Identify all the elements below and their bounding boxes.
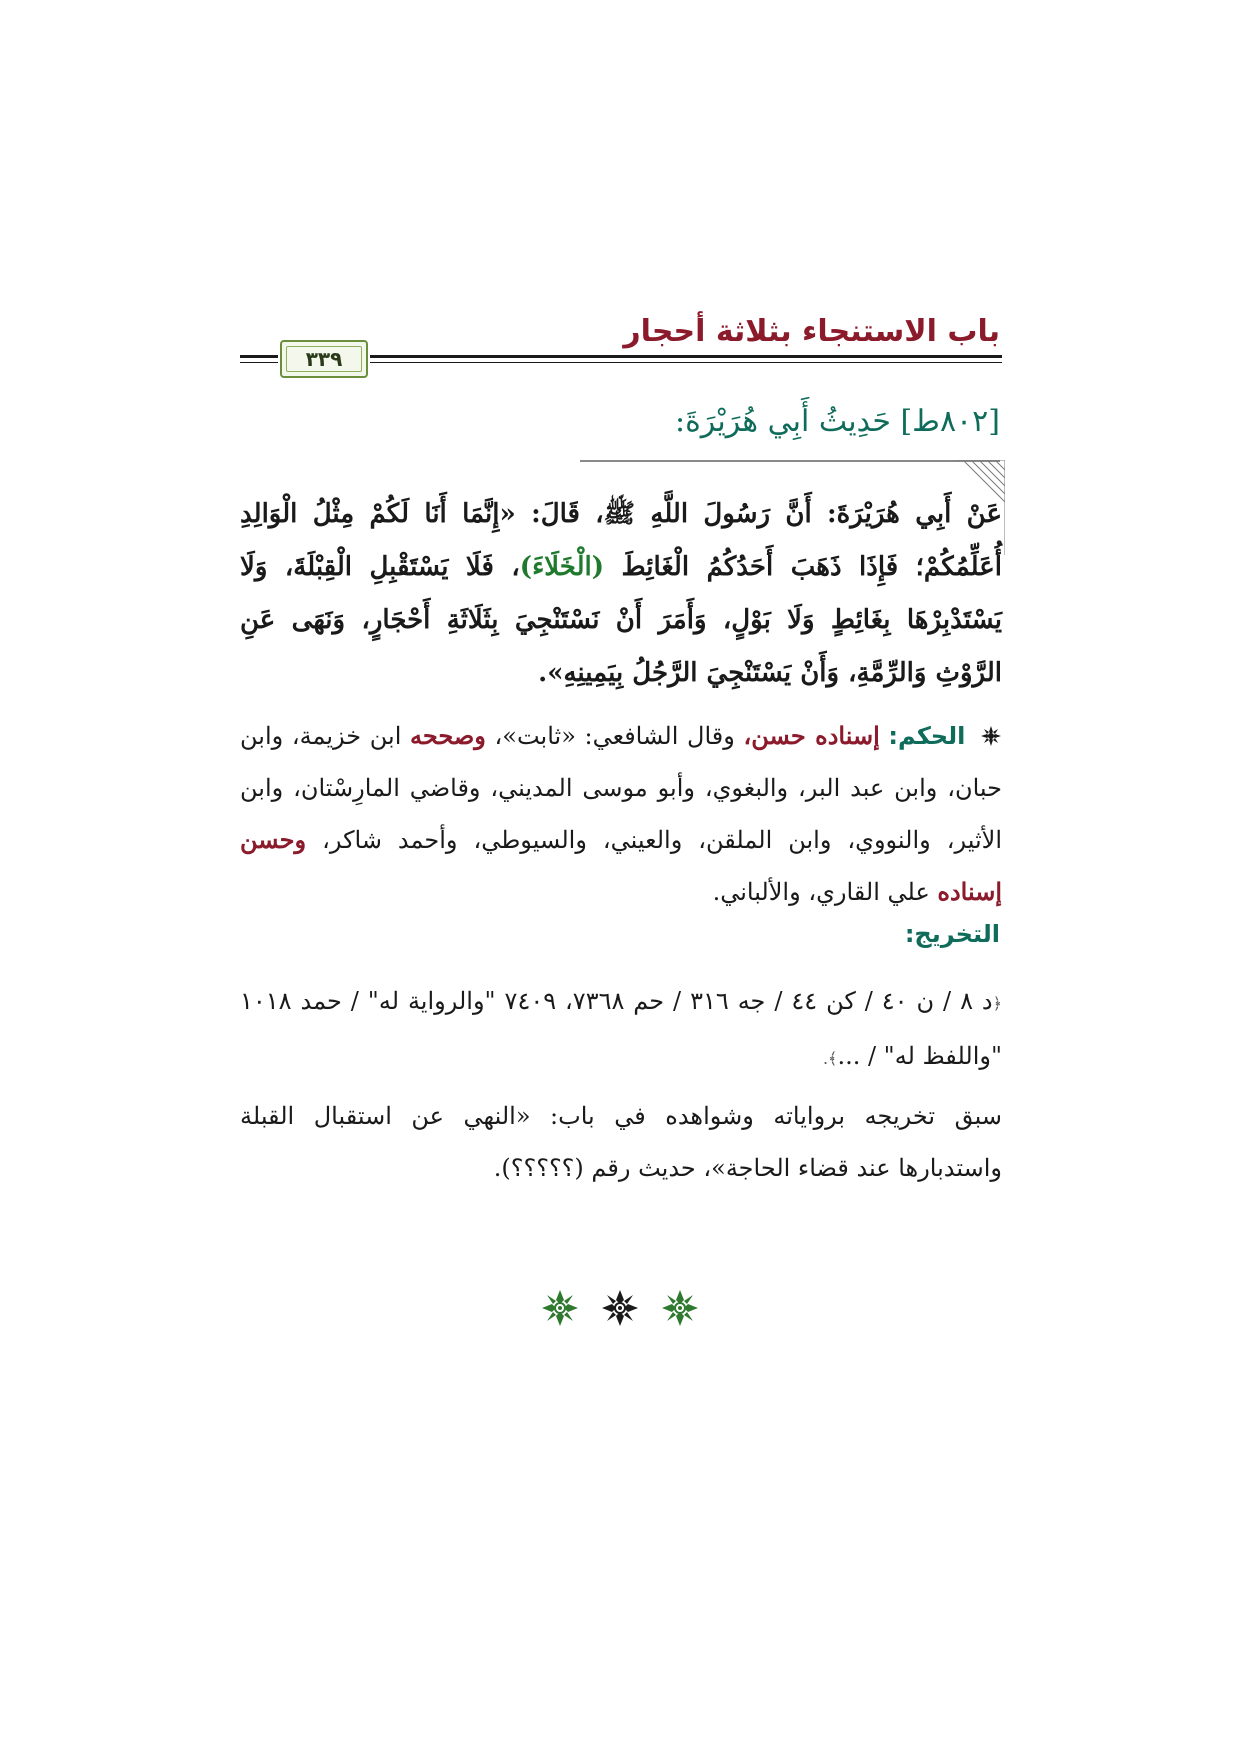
- flower-ornament-icon: [660, 1288, 700, 1328]
- hadith-text: [240, 488, 1002, 700]
- header-rule: [370, 355, 1002, 358]
- flower-ornament-icon: [980, 725, 1002, 747]
- takhrij-open-mark: ﴿: [992, 994, 1002, 1013]
- header-rule-left: [240, 355, 278, 358]
- hadith-heading: [٨٠٢ط] حَدِيثُ أَبِي هُرَيْرَةَ:: [674, 404, 1000, 439]
- takhrij-title: التخريج:: [904, 920, 1000, 948]
- sahhaha-word: وصححه: [410, 721, 486, 750]
- ruling-text-3: علي القاري، والألباني.: [712, 878, 938, 906]
- ruling-text-2: ابن خزيمة، وابن حبان، وابن عبد البر، والبغوي، وأبو موسى المديني، وقاضي المارِسْتان، وابن الأثير، والنووي، وابن الملقن، والعيني، والسيوطي، وأحمد شاكر،: [240, 722, 1002, 854]
- page-number: ٣٣٩: [286, 346, 362, 372]
- page-number-badge: [280, 340, 368, 378]
- hadith-text-part-1: عَنْ أَبِي هُرَيْرَةَ: أَنَّ رَسُولَ اللَّهِ ﷺ، قَالَ: «إِنَّمَا أَنَا لَكُمْ مِثْلُ الْوَالِدِ أُعَلِّمُكُمْ؛ فَإِذَا ذَهَبَ أَحَدُكُمُ الْغَائِطَ: [240, 499, 1002, 582]
- heading-underline: [580, 460, 1000, 462]
- hadith-variant: (الْخَلَاءَ): [519, 552, 605, 582]
- cross-reference-note: سبق تخريجه برواياته وشواهده في باب: «النهي عن استقبال القبلة واستدبارها عند قضاء الحاجة»، حديث رقم (؟؟؟؟؟).: [240, 1102, 1002, 1182]
- chapter-title: باب الاستنجاء بثلاثة أحجار: [623, 314, 1000, 349]
- ruling-label: الحكم:: [888, 722, 966, 750]
- takhrij-references: د ٨ / ن ٤٠ / كن ٤٤ / جه ٣١٦ / حم ٧٣٦٨، ٧٤٠٩ "والرواية له" / حمد ١٠١٨ "واللفظ له" / ...: [240, 987, 1002, 1070]
- section-divider: [540, 1288, 700, 1328]
- isnad-grade: إسناده حسن،: [743, 721, 880, 750]
- hassana-word: وحسن إسناده: [240, 825, 1002, 906]
- header-rule-thin: [370, 362, 1002, 363]
- flower-ornament-icon: [540, 1288, 580, 1328]
- header-rule-left-thin: [240, 362, 278, 363]
- flower-ornament-icon: [600, 1288, 640, 1328]
- takhrij-text: [240, 975, 1002, 1085]
- ruling-text-1: وقال الشافعي: «ثابت»،: [485, 722, 744, 750]
- takhrij-close-mark: ﴾.: [822, 1049, 838, 1068]
- ruling-paragraph: [240, 710, 1002, 918]
- hadith-text-part-2: ، فَلَا يَسْتَقْبِلِ الْقِبْلَةَ، وَلَا يَسْتَدْبِرْهَا بِغَائِطٍ وَلَا بَوْلٍ، وَأَمَرَ أَنْ نَسْتَنْجِيَ بِثَلَاثَةِ أَحْجَارٍ، وَنَهَى عَنِ الرَّوْثِ وَالرِّمَّةِ، وَأَنْ يَسْتَنْجِيَ الرَّجُلُ بِيَمِينِهِ».: [240, 552, 1002, 688]
